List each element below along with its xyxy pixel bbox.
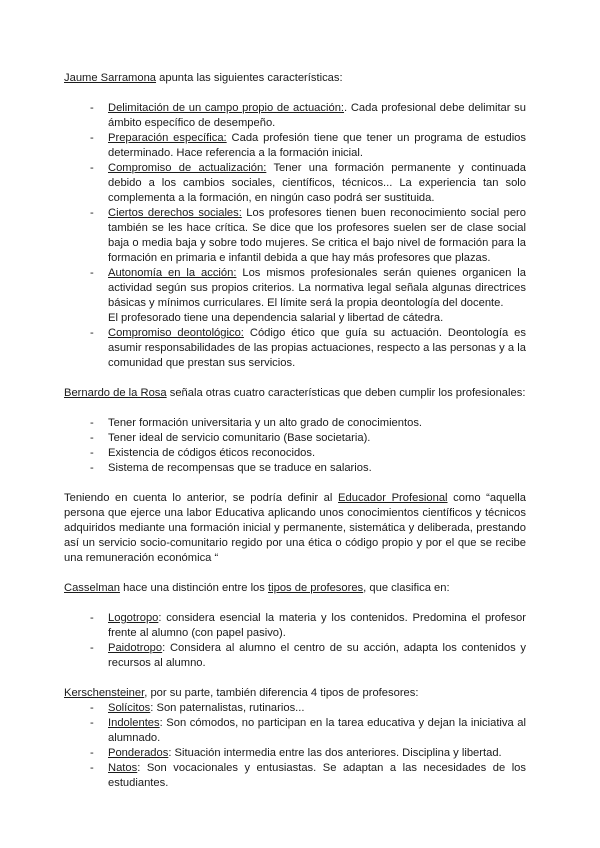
author-name: Casselman [64,582,120,594]
item-text: Tener ideal de servicio comunitario (Base societaria). [108,432,371,444]
paragraph-text: Teniendo en cuenta lo anterior, se podría definir al [64,492,339,504]
item-term: Paidotropo [108,642,163,654]
intro-text: , por su parte, también diferencia 4 tipos de profesores: [144,687,419,699]
kerschensteiner-list [64,701,526,791]
delarosa-list [64,416,526,476]
casselman-list [64,611,526,671]
author-name: Jaume Sarramona [64,72,157,84]
item-text: Tener una formación permanente y continuada debido a los cambios sociales, científicos, técnicos... La experiencia tan solo complementa a la formación, en ningún caso podrá ser sustituida. [108,162,526,204]
item-text: . Cada profesional debe delimitar su ámbito específico de desempeño. [108,102,526,129]
item-text: : considera esencial la materia y los contenidos. Predomina el profesor frente al alumno (con papel pasivo). [108,612,526,639]
list-item: - Solícitos: Son paternalistas, rutinarios... [90,702,305,714]
item-term: Delimitación de un campo propio de actuación: [108,102,345,114]
delarosa-intro [64,386,526,401]
intro-term: tipos de profesores [268,582,364,594]
item-text: Existencia de códigos éticos reconocidos. [108,447,316,459]
item-term: Preparación específica: [108,132,227,144]
item-term: Ciertos derechos sociales: [108,207,242,219]
list-item: - Ponderados: Situación intermedia entre las dos anteriores. Disciplina y libertad. [90,747,502,759]
list-item: - Preparación específica: Cada profesión tiene que tener un programa de estudios determinado. Hace referencia a la formación inicial. [90,132,526,159]
item-text: Cada profesión tiene que tener un programa de estudios determinado. Hace referencia a la formación inicial. [108,132,526,159]
sarramona-list [64,101,526,371]
sarramona-intro [64,71,526,86]
intro-text: hace una distinción entre los [119,582,268,594]
item-text: : Son vocacionales y entusiastas. Se adaptan a las necesidades de los estudiantes. [108,762,526,789]
list-item: - Existencia de códigos éticos reconocidos. [90,447,316,459]
item-term: Compromiso deontológico: [108,327,244,339]
definition-paragraph [64,491,526,566]
list-item: - Tener ideal de servicio comunitario (Base societaria). [90,432,371,444]
list-item: - Tener formación universitaria y un alto grado de conocimientos. [90,417,423,429]
author-name: Bernardo de la Rosa [64,387,167,399]
intro-text: señala otras cuatro características que deben cumplir los profesionales: [166,387,526,399]
item-text: : Son cómodos, no participan en la tarea educativa y dejan la iniciativa al alumnado. [108,717,526,744]
item-text: : Son paternalistas, rutinarios... [150,702,305,714]
item-text: Los mismos profesionales serán quienes organicen la actividad según sus propios criterios. La normativa legal señala algunas directrices básicas y mínimos curriculares. El límite será la propia deontología del docente. [108,267,526,309]
item-term: Compromiso de actualización: [108,162,267,174]
list-item: - Ciertos derechos sociales: Los profesores tienen buen reconocimiento social pero también se les hace crítica. Se dice que los profesores suelen ser de clase social baja o media baja y sobre todo mujeres. Se critica el bajo nivel de formación para la formación en primaria e infantil debida a que hay más profesores que plazas. [90,207,527,264]
author-name: Kerschensteiner [64,687,145,699]
list-item: - Autonomía en la acción: Los mismos profesionales serán quienes organicen la actividad según sus propios criterios. La normativa legal señala algunas directrices básicas y mínimos curriculares. El límite será la propia deontología del docente. El profesorado tiene una dependencia salarial y libertad de cátedra. [90,267,526,324]
intro-text: apunta las siguientes características: [156,72,343,84]
document-page [64,60,526,791]
item-term: Natos [108,762,138,774]
list-item: - Natos: Son vocacionales y entusiastas. Se adaptan a las necesidades de los estudiantes. [90,762,526,789]
list-item: - Delimitación de un campo propio de actuación:. Cada profesional debe delimitar su ámbito específico de desempeño. [90,102,526,129]
item-text: Sistema de recompensas que se traduce en salarios. [108,462,372,474]
list-item: - Indolentes: Son cómodos, no participan en la tarea educativa y dejan la iniciativa al alumnado. [90,717,526,744]
casselman-intro [64,581,526,596]
item-term: Logotropo [108,612,159,624]
item-text: : Considera al alumno el centro de su acción, adapta los contenidos y recursos al alumno. [108,642,526,669]
intro-text: , que clasifica en: [363,582,450,594]
kerschensteiner-intro [64,686,526,701]
item-term: Ponderados [108,747,169,759]
item-term: Solícitos [108,702,151,714]
list-item: - Sistema de recompensas que se traduce en salarios. [90,462,372,474]
item-text: Código ético que guía su actuación. Deontología es asumir responsabilidades de las propias actuaciones, respecto a las personas y a la comunidad que prestan sus servicios. [108,327,526,369]
item-extra: El profesorado tiene una dependencia salarial y libertad de cátedra. [108,312,444,324]
paragraph-text: como “aquella persona que ejerce una labor Educativa aplicando unos conocimientos científicos y técnicos adquiridos mediante una formación inicial y permanente, sistemática y deliberada, prestando así un servicio socio-comunitario regido por una ética o código propio y por el que se recibe una remuneración económica “ [64,492,526,564]
list-item: - Compromiso deontológico: Código ético que guía su actuación. Deontología es asumir responsabilidades de las propias actuaciones, respecto a las personas y a la comunidad que prestan sus servicios. [90,327,526,369]
list-item: - Paidotropo: Considera al alumno el centro de su acción, adapta los contenidos y recursos al alumno. [90,642,526,669]
item-text: : Situación intermedia entre las dos anteriores. Disciplina y libertad. [168,747,502,759]
item-term: Autonomía en la acción: [108,267,237,279]
item-text: Los profesores tienen buen reconocimiento social pero también se les hace crítica. Se dice que los profesores suelen ser de clase social baja o media baja y sobre todo mujeres. Se critica el bajo nivel de formación para la formación en primaria e infantil debida a que hay más profesores que plazas. [108,207,527,264]
defined-term: Educador Profesional [338,492,448,504]
item-text: Tener formación universitaria y un alto grado de conocimientos. [108,417,423,429]
list-item: - Compromiso de actualización: Tener una formación permanente y continuada debido a los cambios sociales, científicos, técnicos... La experiencia tan solo complementa a la formación, en ningún caso podrá ser sustituida. [90,162,526,204]
list-item: - Logotropo: considera esencial la materia y los contenidos. Predomina el profesor frente al alumno (con papel pasivo). [90,612,526,639]
item-term: Indolentes [108,717,160,729]
